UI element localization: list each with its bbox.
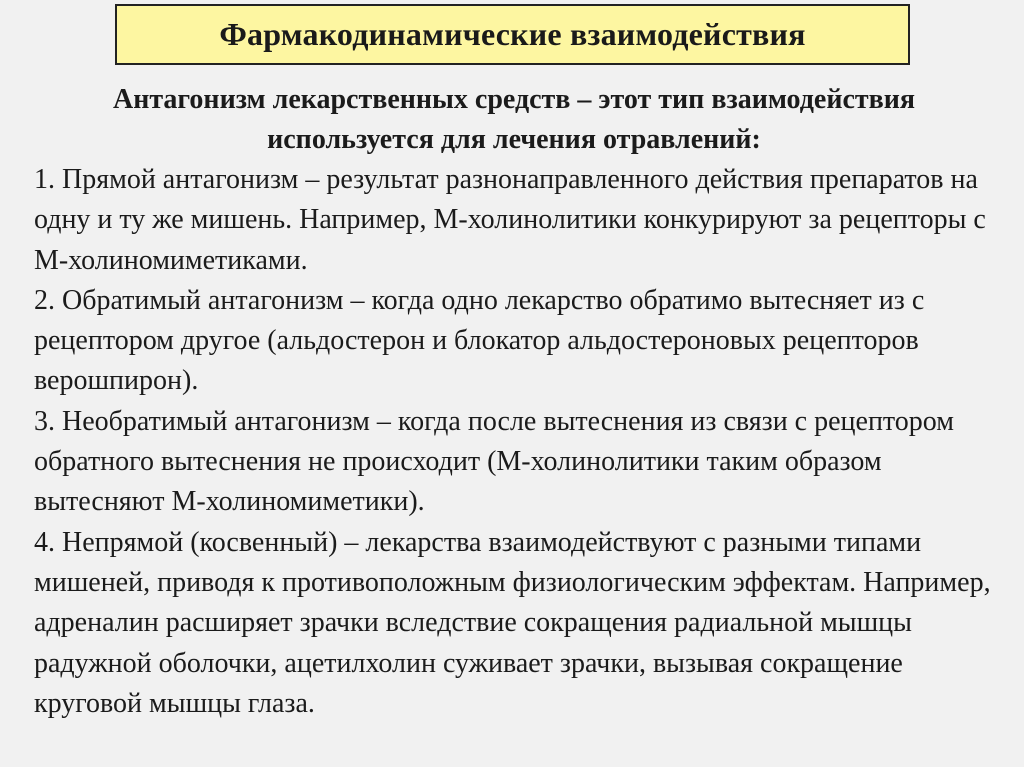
list-item-direct-antagonism: 1. Прямой антагонизм – результат разнонаправленного действия препаратов на одну и ту же мишень. Например, М-холинолитики конкурируют за рецепторы с М-холиномиметиками. (34, 164, 986, 276)
slide-content (34, 80, 994, 724)
title-banner (115, 4, 910, 65)
list-item-irreversible-antagonism: 3. Необратимый антагонизм – когда после вытеснения из связи с рецептором обратного вытеснения не происходит (М-холинолитики таким образом вытесняют М-холиномиметики). (34, 405, 954, 518)
list-item-reversible-antagonism: 2. Обратимый антагонизм – когда одно лекарство обратимо вытесняет из с рецептором другое (альдостерон и блокатор альдостероновых рецепторов верошпирон). (34, 284, 925, 397)
list-item-indirect-antagonism: 4. Непрямой (косвенный) – лекарства взаимодействуют с разными типами мишеней, приводя к противоположным физиологическим эффектам. Например, адреналин расширяет зрачки вследствие сокращения радиальной мышцы радужной оболочки, ацетилхолин суживает зрачки, вызывая сокращение круговой мышцы глаза. (34, 526, 991, 719)
section-heading: Антагонизм лекарственных средств – этот тип взаимодействия используется для лечения отравлений: (112, 84, 916, 155)
slide-title: Фармакодинамические взаимодействия (219, 16, 806, 52)
